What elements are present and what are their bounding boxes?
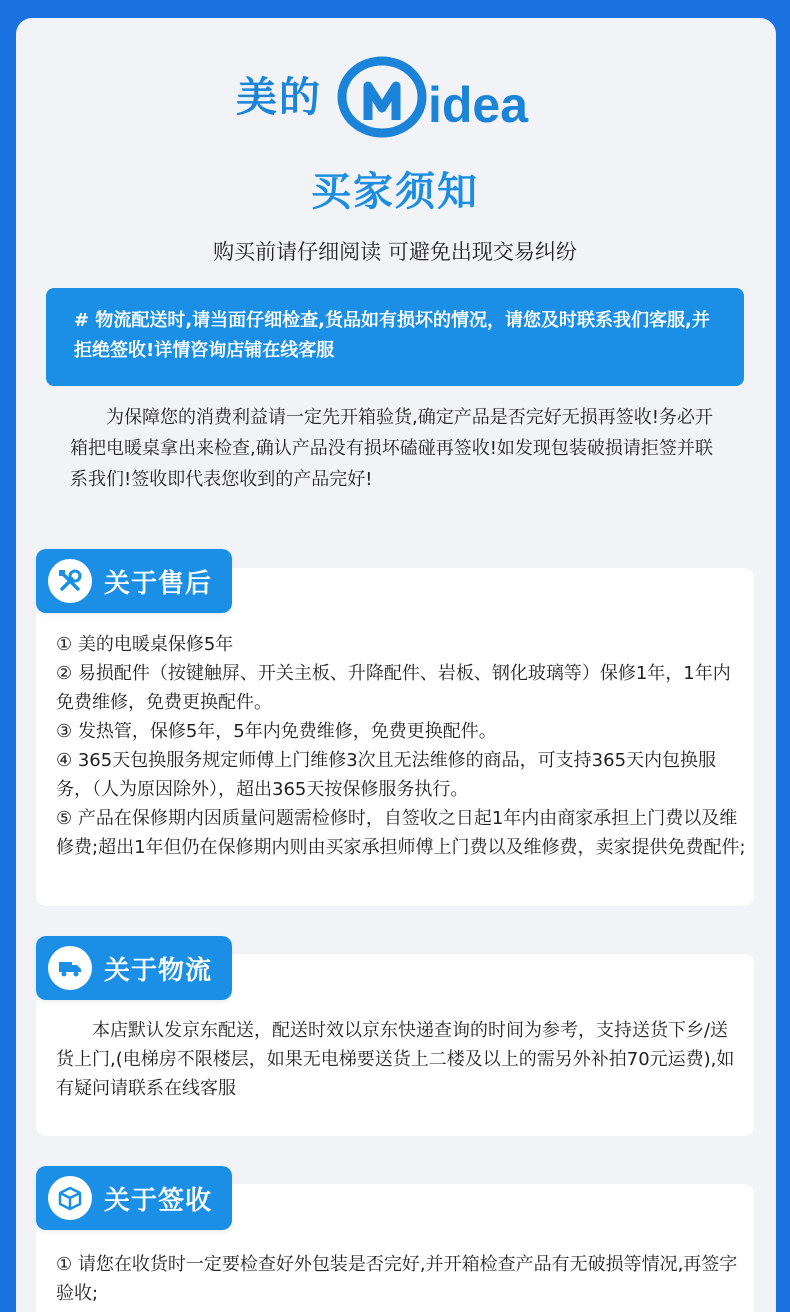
receipt-label: 关于签收 <box>104 1185 213 1216</box>
midea-logo-mark <box>336 52 554 142</box>
after-sales-list <box>56 630 746 862</box>
after-sales-item: ⑤ 产品在保修期内因质量问题需检修时，自签收之日起1年内由商家承担上门费以及维修费;超出1年但仍在保修期内则由买家承担师傅上门费以及维修费，卖家提供免费配件; <box>56 808 746 858</box>
after-sales-label: 关于售后 <box>104 568 213 599</box>
receipt-item: ① 请您在收货时一定要检查好外包装是否完好,并开箱检查产品有无破损等情况,再签字验收; <box>56 1254 738 1304</box>
receipt-tab <box>36 1166 232 1230</box>
after-sales-item: ② 易损配件（按键触屏、开关主板、升降配件、岩板、钢化玻璃等）保修1年，1年内免费维修，免费更换配件。 <box>56 663 731 713</box>
midea-logo <box>0 52 790 142</box>
after-sales-item: ④ 365天包换服务规定师傅上门维修3次且无法维修的商品，可支持365天内包换服务，（人为原因除外），超出365天按保修服务执行。 <box>56 750 717 800</box>
package-icon <box>48 1176 92 1220</box>
intro-paragraph: 为保障您的消费利益请一定先开箱验货,确定产品是否完好无损再签收!务必开箱把电暖桌拿出来检查,确认产品没有损坏磕碰再签收!如发现包装破损请拒签并联系我们!签收即代表您收到的产品完好! <box>70 407 713 490</box>
logistics-text: 本店默认发京东配送，配送时效以京东快递查询的时间为参考，支持送货下乡/送货上门,(电梯房不限楼层，如果无电梯要送货上二楼及以上的需另外补拍70元运费),如有疑问请联系在线客服 <box>56 1020 735 1099</box>
after-sales-item: ③ 发热管，保修5年，5年内免费维修，免费更换配件。 <box>56 721 497 742</box>
after-sales-item: ① 美的电暖桌保修5年 <box>56 634 234 655</box>
page-title: 买家须知 <box>311 169 479 215</box>
after-sales-card <box>36 568 754 906</box>
logistics-tab <box>36 936 232 1000</box>
after-sales-tab <box>36 549 232 613</box>
page-subtitle: 购买前请仔细阅读 可避免出现交易纠纷 <box>213 240 577 264</box>
truck-icon <box>48 946 92 990</box>
tools-icon <box>48 559 92 603</box>
logistics-label: 关于物流 <box>104 955 213 986</box>
logo-chinese-text: 美的 <box>236 72 322 121</box>
receipt-list <box>56 1250 746 1308</box>
notice-banner: # 物流配送时,请当面仔细检查,货品如有损坏的情况，请您及时联系我们客服,并拒绝签收!详情咨询店铺在线客服 <box>46 288 744 386</box>
svg-text:idea: idea <box>428 77 529 133</box>
